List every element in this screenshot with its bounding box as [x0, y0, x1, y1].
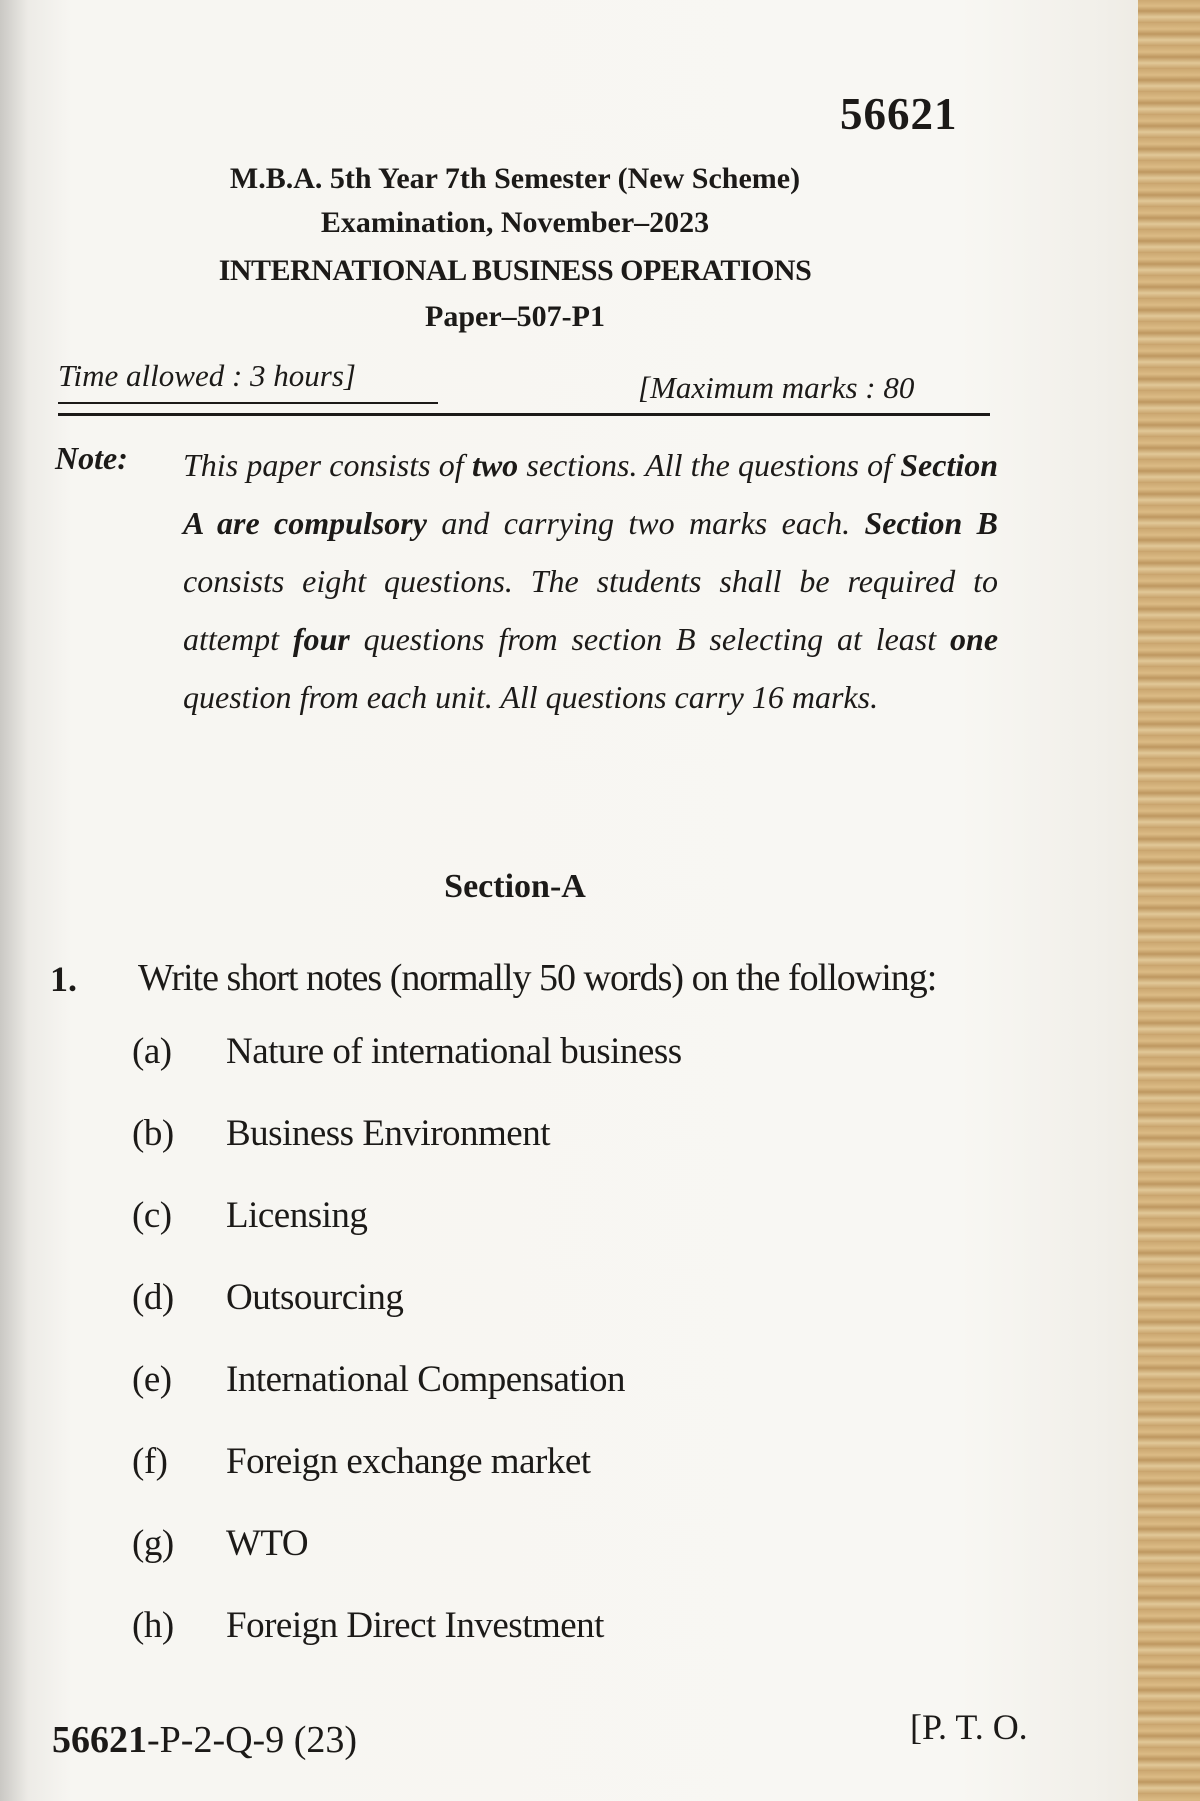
sub-question-text: Foreign exchange market — [226, 1441, 591, 1482]
note-text-part: consists eight questions. The students shall be required to attempt — [183, 563, 998, 657]
sub-question-text: International Compensation — [226, 1359, 626, 1400]
sub-question-item — [132, 1194, 932, 1276]
sub-question-letter: (g) — [132, 1523, 174, 1564]
sub-question-text: WTO — [226, 1523, 309, 1564]
sub-question-item — [132, 1522, 932, 1604]
please-turn-over: [P. T. O. — [910, 1707, 1028, 1747]
sub-question-item — [132, 1030, 932, 1112]
paper-code: 56621 — [840, 89, 958, 139]
page-left-shadow — [0, 0, 28, 1801]
header-divider — [58, 413, 990, 416]
sub-question-letter: (a) — [132, 1031, 172, 1072]
footer-code-suffix: -P-2-Q-9 (23) — [147, 1719, 358, 1761]
sub-question-text: Foreign Direct Investment — [226, 1605, 604, 1646]
time-allowed: Time allowed : 3 hours] — [58, 358, 356, 393]
sub-question-text: Licensing — [226, 1195, 368, 1236]
sub-question-letter: (d) — [132, 1277, 174, 1318]
sub-question-text: Business Environment — [226, 1113, 551, 1154]
maximum-marks: [Maximum marks : 80 — [638, 370, 915, 405]
sub-question-letter: (h) — [132, 1605, 174, 1646]
exam-session: Examination, November–2023 — [320, 206, 710, 239]
sub-question-item — [132, 1112, 932, 1194]
note-emphasis: four — [292, 621, 350, 657]
footer-paper-code — [52, 1718, 357, 1762]
page-edge-background — [1138, 0, 1200, 1801]
question-number: 1. — [50, 959, 77, 999]
paper-number: Paper–507-P1 — [425, 300, 605, 333]
note-text-part: questions from section B selecting at least — [349, 621, 951, 657]
note-emphasis: two — [471, 447, 519, 483]
sub-question-letter: (f) — [132, 1441, 168, 1482]
sub-question-letter: (c) — [132, 1195, 172, 1236]
note-emphasis: one — [950, 621, 999, 657]
note-text-part: question from each unit. All questions carry 16 marks. — [183, 679, 879, 715]
note-label: Note: — [55, 440, 128, 476]
sub-question-item — [132, 1440, 932, 1522]
section-a-title: Section-A — [444, 868, 586, 905]
note-text — [183, 436, 998, 726]
sub-question-item — [132, 1604, 932, 1686]
note-text-part: sections. All the questions of — [518, 447, 901, 483]
note-emphasis: Section A are compulsory — [183, 447, 999, 541]
sub-question-item — [132, 1358, 932, 1440]
footer-code-number: 56621 — [52, 1719, 147, 1761]
sub-question-list — [132, 1030, 932, 1686]
question-text: Write short notes (normally 50 words) on the following: — [138, 957, 937, 999]
sub-question-text: Outsourcing — [226, 1277, 404, 1318]
note-emphasis: Section B — [864, 505, 999, 541]
sub-question-letter: (e) — [132, 1359, 172, 1400]
exam-course-title: M.B.A. 5th Year 7th Semester (New Scheme) — [229, 162, 801, 195]
subject-title: INTERNATIONAL BUSINESS OPERATIONS — [218, 254, 812, 287]
note-text-part: This paper consists of — [183, 447, 472, 483]
sub-question-letter: (b) — [132, 1113, 174, 1154]
note-text-part: and carrying two marks each. — [426, 505, 865, 541]
time-underline — [58, 402, 438, 404]
sub-question-text: Nature of international business — [226, 1031, 682, 1072]
sub-question-item — [132, 1276, 932, 1358]
